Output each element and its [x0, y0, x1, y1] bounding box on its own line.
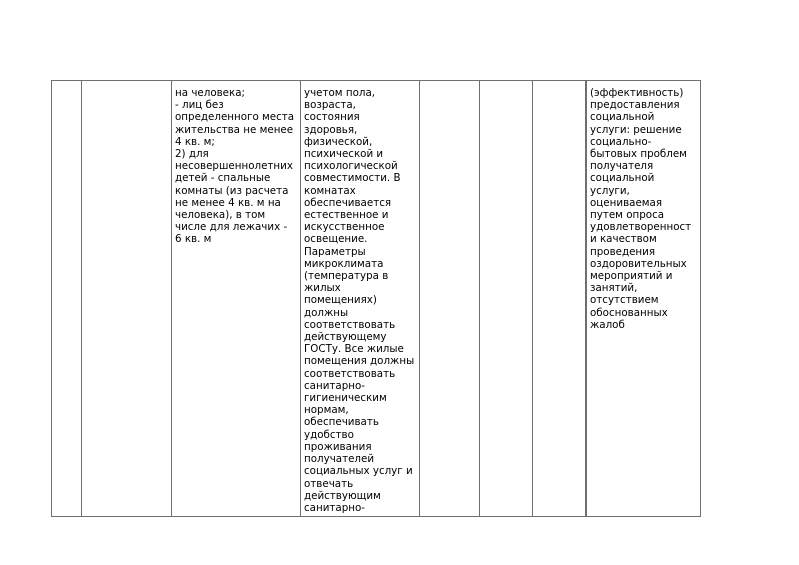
table-cell-norms	[172, 81, 301, 517]
cell-text: учетом пола, возраста, состояния здоровья, физической, психической и психологической совместимости. В комнатах обеспечивается естественное и искусственное освещение. Параметры микроклимата (температура в жилых помещениях) должны соответствовать действующему ГОСТу. Все жилые помещения должны соответствовать санитарно- гигиеническим нормам, обеспечивать удобство проживания получателей социальных услуг и отвечать действующим санитарно-	[304, 87, 415, 514]
table-row	[52, 81, 701, 517]
cell-text: (эффективность) предоставления социальной услуги: решение социально- бытовых проблем получателя социальной услуги, оцениваемая путем опроса удовлетворенност и качеством проведения оздоровительных мероприятий и занятий, отсутствием обоснованных жалоб	[590, 87, 692, 331]
table-cell-empty-6	[480, 81, 533, 517]
table-cell-service-name	[82, 81, 172, 517]
table-cell-conditions	[301, 81, 420, 517]
services-table	[51, 80, 701, 517]
table-cell-empty-5	[420, 81, 480, 517]
table-cell-number	[52, 81, 82, 517]
cell-text: на человека; - лиц без определенного места жительства не менее 4 кв. м; 2) для несовершеннолетних детей - спальные комнаты (из расчета не менее 4 кв. м на человека), в том числе для лежачих - 6 кв. м	[175, 87, 295, 246]
table-cell-empty-7	[533, 81, 586, 517]
table-cell-quality-indicators	[587, 81, 701, 517]
